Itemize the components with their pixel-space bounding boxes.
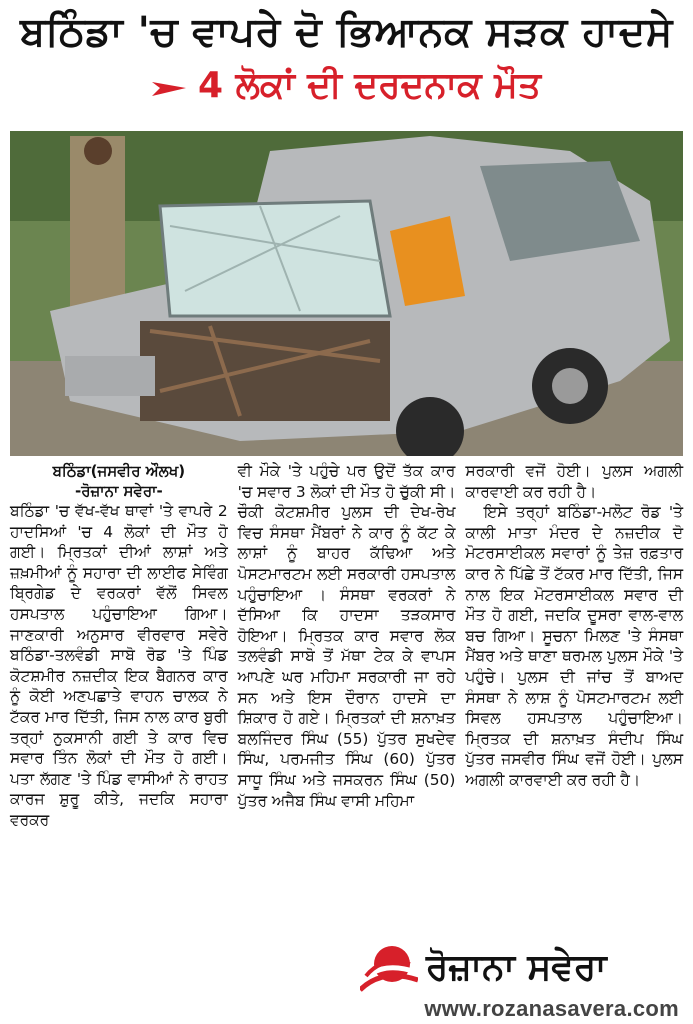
article-column-2 — [238, 461, 456, 929]
article-column-1 — [10, 461, 228, 929]
headline: ਬਠਿੰਡਾ 'ਚ ਵਾਪਰੇ ਦੋ ਭਿਆਨਕ ਸੜਕ ਹਾਦਸੇ — [20, 9, 673, 55]
article-paragraph: ਬਠਿੰਡਾ 'ਚ ਵੱਖ-ਵੱਖ ਥਾਵਾਂ 'ਤੇ ਵਾਪਰੇ 2 ਹਾਦਸਿਆਂ 'ਚ 4 ਲੋਕਾਂ ਦੀ ਮੌਤ ਹੋ ਗਈ। ਮ੍ਰਿਤਕਾਂ ਦੀਆਂ ਲਾਸ਼ਾਂ ਅਤੇ ਜ਼ਖ਼ਮੀਆਂ ਨੂੰ ਸਹਾਰਾ ਦੀ ਲਾਈਫ ਸੇਵਿੰਗ ਬ੍ਰਿਗੇਡ ਦੇ ਵਰਕਰਾਂ ਵੱਲੋਂ ਸਿਵਲ ਹਸਪਤਾਲ ਪਹੁੰਚਾਇਆ ਗਿਆ। ਜਾਣਕਾਰੀ ਅਨੁਸਾਰ ਵੀਰਵਾਰ ਸਵੇਰੇ ਬਠਿੰਡਾ-ਤਲਵੰਡੀ ਸਾਬੋ ਰੋਡ 'ਤੇ ਪਿੰਡ ਕੋਟਸ਼ਮੀਰ ਨਜ਼ਦੀਕ ਇਕ ਬੈਗਨਰ ਕਾਰ ਨੂੰ ਕੋਈ ਅਣਪਛਾਤੇ ਵਾਹਨ ਚਾਲਕ ਨੇ ਟੱਕਰ ਮਾਰ ਦਿੱਤੀ, ਜਿਸ ਨਾਲ ਕਾਰ ਬੁਰੀ ਤਰ੍ਹਾਂ ਨੁਕਸਾਨੀ ਗਈ ਤੇ ਕਾਰ ਵਿਚ ਸਵਾਰ ਤਿੰਨ ਲੋਕਾਂ ਦੀ ਮੌਤ ਹੋ ਗਈ। ਪਤਾ ਲੱਗਣ 'ਤੇ ਪਿੰਡ ਵਾਸੀਆਂ ਨੇ ਰਾਹਤ ਕਾਰਜ ਸ਼ੁਰੂ ਕੀਤੇ, ਜਦਕਿ ਸਹਾਰਾ ਵਰਕਰ — [10, 502, 228, 829]
byline: -ਰੋਜ਼ਾਨਾ ਸਵੇਰਾ- — [74, 482, 163, 500]
arrow-icon — [152, 63, 188, 111]
dateline: ਬਠਿੰਡਾ(ਜਸਵੀਰ ਔਲਖ) — [52, 462, 186, 480]
article-column-3 — [465, 461, 683, 929]
publication-logo — [360, 938, 680, 998]
article-body — [10, 461, 683, 929]
subheadline-row — [0, 62, 693, 111]
article-paragraph: ਵੀ ਮੌਕੇ 'ਤੇ ਪਹੁੰਚੇ ਪਰ ਉਦੋਂ ਤੱਕ ਕਾਰ 'ਚ ਸਵਾਰ 3 ਲੋਕਾਂ ਦੀ ਮੌਤ ਹੋ ਚੁੱਕੀ ਸੀ। ਚੌਕੀ ਕੋਟਸ਼ਮੀਰ ਪੁਲਸ ਦੀ ਦੇਖ-ਰੇਖ ਵਿਚ ਸੰਸਥਾ ਮੈਂਬਰਾਂ ਨੇ ਕਾਰ ਨੂੰ ਕੱਟ ਕੇ ਲਾਸ਼ਾਂ ਨੂੰ ਬਾਹਰ ਕੱਢਿਆ ਅਤੇ ਪੋਸਟਮਾਰਟਮ ਲਈ ਸਰਕਾਰੀ ਹਸਪਤਾਲ ਪਹੁੰਚਾਇਆ । ਸੰਸਥਾ ਵਰਕਰਾਂ ਨੇ ਦੱਸਿਆ ਕਿ ਹਾਦਸਾ ਤੜਕਸਾਰ ਹੋਇਆ। ਮ੍ਰਿਤਕ ਕਾਰ ਸਵਾਰ ਲੋਕ ਤਲਵੰਡੀ ਸਾਬੋ ਤੋਂ ਮੱਥਾ ਟੇਕ ਕੇ ਵਾਪਸ ਆਪਣੇ ਘਰ ਮਹਿਮਾ ਸਰਕਾਰੀ ਜਾ ਰਹੇ ਸਨ ਅਤੇ ਇਸ ਦੌਰਾਨ ਹਾਦਸੇ ਦਾ ਸ਼ਿਕਾਰ ਹੋ ਗਏ। ਮ੍ਰਿਤਕਾਂ ਦੀ ਸ਼ਨਾਖ਼ਤ ਬਲਜਿੰਦਰ ਸਿੰਘ (55) ਪੁੱਤਰ ਸੁਖਦੇਵ ਸਿੰਘ, ਪਰਮਜੀਤ ਸਿੰਘ (60) ਪੁੱਤਰ ਸਾਧੂ ਸਿੰਘ ਅਤੇ ਜਸਕਰਨ ਸਿੰਘ (50) ਪੁੱਤਰ ਅਜੈਬ ਸਿੰਘ ਵਾਸੀ ਮਹਿਮਾ — [237, 462, 456, 810]
crashed-car-photo — [10, 131, 683, 456]
rozana-savera-logo-icon — [360, 942, 418, 994]
article-paragraph: ਸਰਕਾਰੀ ਵਜੋਂ ਹੋਈ। ਪੁਲਸ ਅਗਲੀ ਕਾਰਵਾਈ ਕਰ ਰਹੀ ਹੈ। — [465, 462, 684, 501]
subheadline: 4 ਲੋਕਾਂ ਦੀ ਦਰਦਨਾਕ ਮੌਤ — [198, 65, 541, 106]
article-paragraph: ਇਸੇ ਤਰ੍ਹਾਂ ਬਠਿੰਡਾ-ਮਲੋਟ ਰੋਡ 'ਤੇ ਕਾਲੀ ਮਾਤਾ ਮੰਦਰ ਦੇ ਨਜ਼ਦੀਕ ਦੋ ਮੋਟਰਸਾਈਕਲ ਸਵਾਰਾਂ ਨੂੰ ਤੇਜ਼ ਰਫ਼ਤਾਰ ਕਾਰ ਨੇ ਪਿੱਛੇ ਤੋਂ ਟੱਕਰ ਮਾਰ ਦਿੱਤੀ, ਜਿਸ ਨਾਲ ਇਕ ਮੋਟਰਸਾਈਕਲ ਸਵਾਰ ਦੀ ਮੌਤ ਹੋ ਗਈ, ਜਦਕਿ ਦੂਸਰਾ ਵਾਲ-ਵਾਲ ਬਚ ਗਿਆ। ਸੂਚਨਾ ਮਿਲਣ 'ਤੇ ਸੰਸਥਾ ਮੈਂਬਰ ਅਤੇ ਥਾਣਾ ਥਰਮਲ ਪੁਲਸ ਮੌਕੇ 'ਤੇ ਪਹੁੰਚੇ। ਪੁਲਸ ਦੀ ਜਾਂਚ ਤੋਂ ਬਾਅਦ ਸੰਸਥਾ ਨੇ ਲਾਸ਼ ਨੂੰ ਪੋਸਟਮਾਰਟਮ ਲਈ ਸਿਵਲ ਹਸਪਤਾਲ ਪਹੁੰਚਾਇਆ। ਮ੍ਰਿਤਕ ਦੀ ਸ਼ਨਾਖ਼ਤ ਸੰਦੀਪ ਸਿੰਘ ਪੁੱਤਰ ਜਸਵੀਰ ਸਿੰਘ ਵਜੋਂ ਹੋਈ। ਪੁਲਸ ਅਗਲੀ ਕਾਰਵਾਈ ਕਰ ਰਹੀ ਹੈ। — [465, 503, 684, 789]
website-url: www.rozanasavera.com — [424, 996, 679, 1021]
logo-text: ਰੋਜ਼ਾਨਾ ਸਵੇਰਾ — [426, 947, 607, 988]
